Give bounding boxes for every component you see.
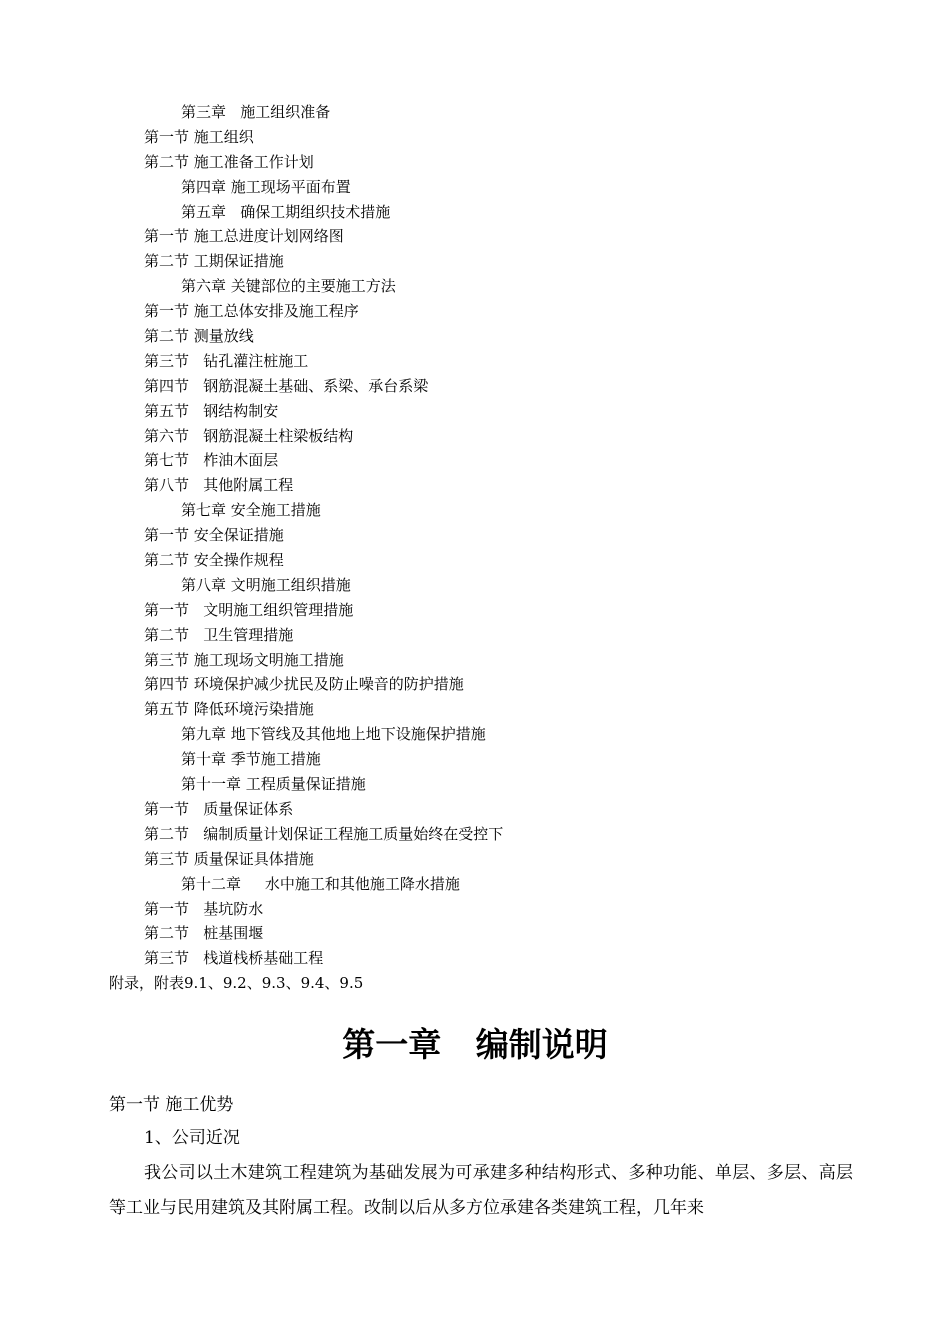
toc-section-entry: 第二节 桩基围堰 xyxy=(144,924,264,943)
toc-chapter-entry: 第三章 施工组织准备 xyxy=(181,103,331,121)
toc-chapter-entry: 第九章 地下管线及其他地上地下设施保护措施 xyxy=(181,725,486,744)
toc-appendix-entry: 附录，附表9.1、9.2、9.3、9.4、9.5 xyxy=(109,974,364,993)
toc-chapter-entry: 第十章 季节施工措施 xyxy=(181,750,321,769)
toc-section-entry: 第八节 其他附属工程 xyxy=(144,476,294,495)
toc-section-entry: 第二节 编制质量计划保证工程施工质量始终在受控下 xyxy=(144,824,504,843)
subsection-heading: 1、公司近况 xyxy=(144,1128,240,1148)
toc-section-entry: 第一节 安全保证措施 xyxy=(144,526,284,545)
toc-section-entry: 第一节 施工总进度计划网络图 xyxy=(144,227,344,246)
table-of-contents xyxy=(0,100,950,996)
toc-chapter-entry: 第四章 施工现场平面布置 xyxy=(181,177,351,196)
toc-section-entry: 第一节 施工总体安排及施工程序 xyxy=(144,302,359,321)
toc-section-entry: 第一节 施工组织 xyxy=(144,127,254,146)
toc-section-entry: 第四节 钢筋混凝土基础、系梁、承台系梁 xyxy=(144,376,429,395)
toc-section-entry: 第二节 施工准备工作计划 xyxy=(144,152,314,171)
toc-chapter-entry: 第六章 关键部位的主要施工方法 xyxy=(181,277,396,296)
toc-section-entry: 第七节 柞油木面层 xyxy=(144,451,279,470)
toc-chapter-entry: 第十一章 工程质量保证措施 xyxy=(181,775,366,794)
toc-chapter-entry: 第十二章 水中施工和其他施工降水措施 xyxy=(181,874,460,893)
toc-section-entry: 第五节 降低环境污染措施 xyxy=(144,700,314,719)
toc-chapter-entry: 第五章 确保工期组织技术措施 xyxy=(181,202,391,221)
toc-section-entry: 第三节 栈道栈桥基础工程 xyxy=(144,949,324,968)
toc-section-entry: 第五节 钢结构制安 xyxy=(144,401,279,420)
toc-section-entry: 第一节 质量保证体系 xyxy=(144,799,294,818)
toc-section-entry: 第二节 卫生管理措施 xyxy=(144,625,294,644)
toc-section-entry: 第三节 施工现场文明施工措施 xyxy=(144,650,344,669)
chapter-title: 第一章 编制说明 xyxy=(342,1025,608,1064)
toc-section-entry: 第二节 测量放线 xyxy=(144,327,254,346)
toc-chapter-entry: 第八章 文明施工组织措施 xyxy=(181,575,351,594)
toc-section-entry: 第一节 文明施工组织管理措施 xyxy=(144,600,354,619)
toc-section-entry: 第三节 钻孔灌注桩施工 xyxy=(144,351,309,370)
toc-section-entry: 第六节 钢筋混凝土柱梁板结构 xyxy=(144,426,354,445)
toc-chapter-entry: 第七章 安全施工措施 xyxy=(181,501,321,520)
toc-section-entry: 第四节 环境保护减少扰民及防止噪音的防护措施 xyxy=(144,675,464,694)
toc-section-entry: 第三节 质量保证具体措施 xyxy=(144,849,314,868)
toc-section-entry: 第二节 工期保证措施 xyxy=(144,252,284,271)
section-heading: 第一节 施工优势 xyxy=(109,1095,234,1115)
body-paragraph: 我公司以土木建筑工程建筑为基础发展为可承建多种结构形式、多种功能、单层、多层、高层等工业与民用建筑及其附属工程。改制以后从多方位承建各类建筑工程，几年来 xyxy=(109,1163,853,1218)
toc-section-entry: 第二节 安全操作规程 xyxy=(144,551,284,570)
toc-section-entry: 第一节 基坑防水 xyxy=(144,899,264,918)
